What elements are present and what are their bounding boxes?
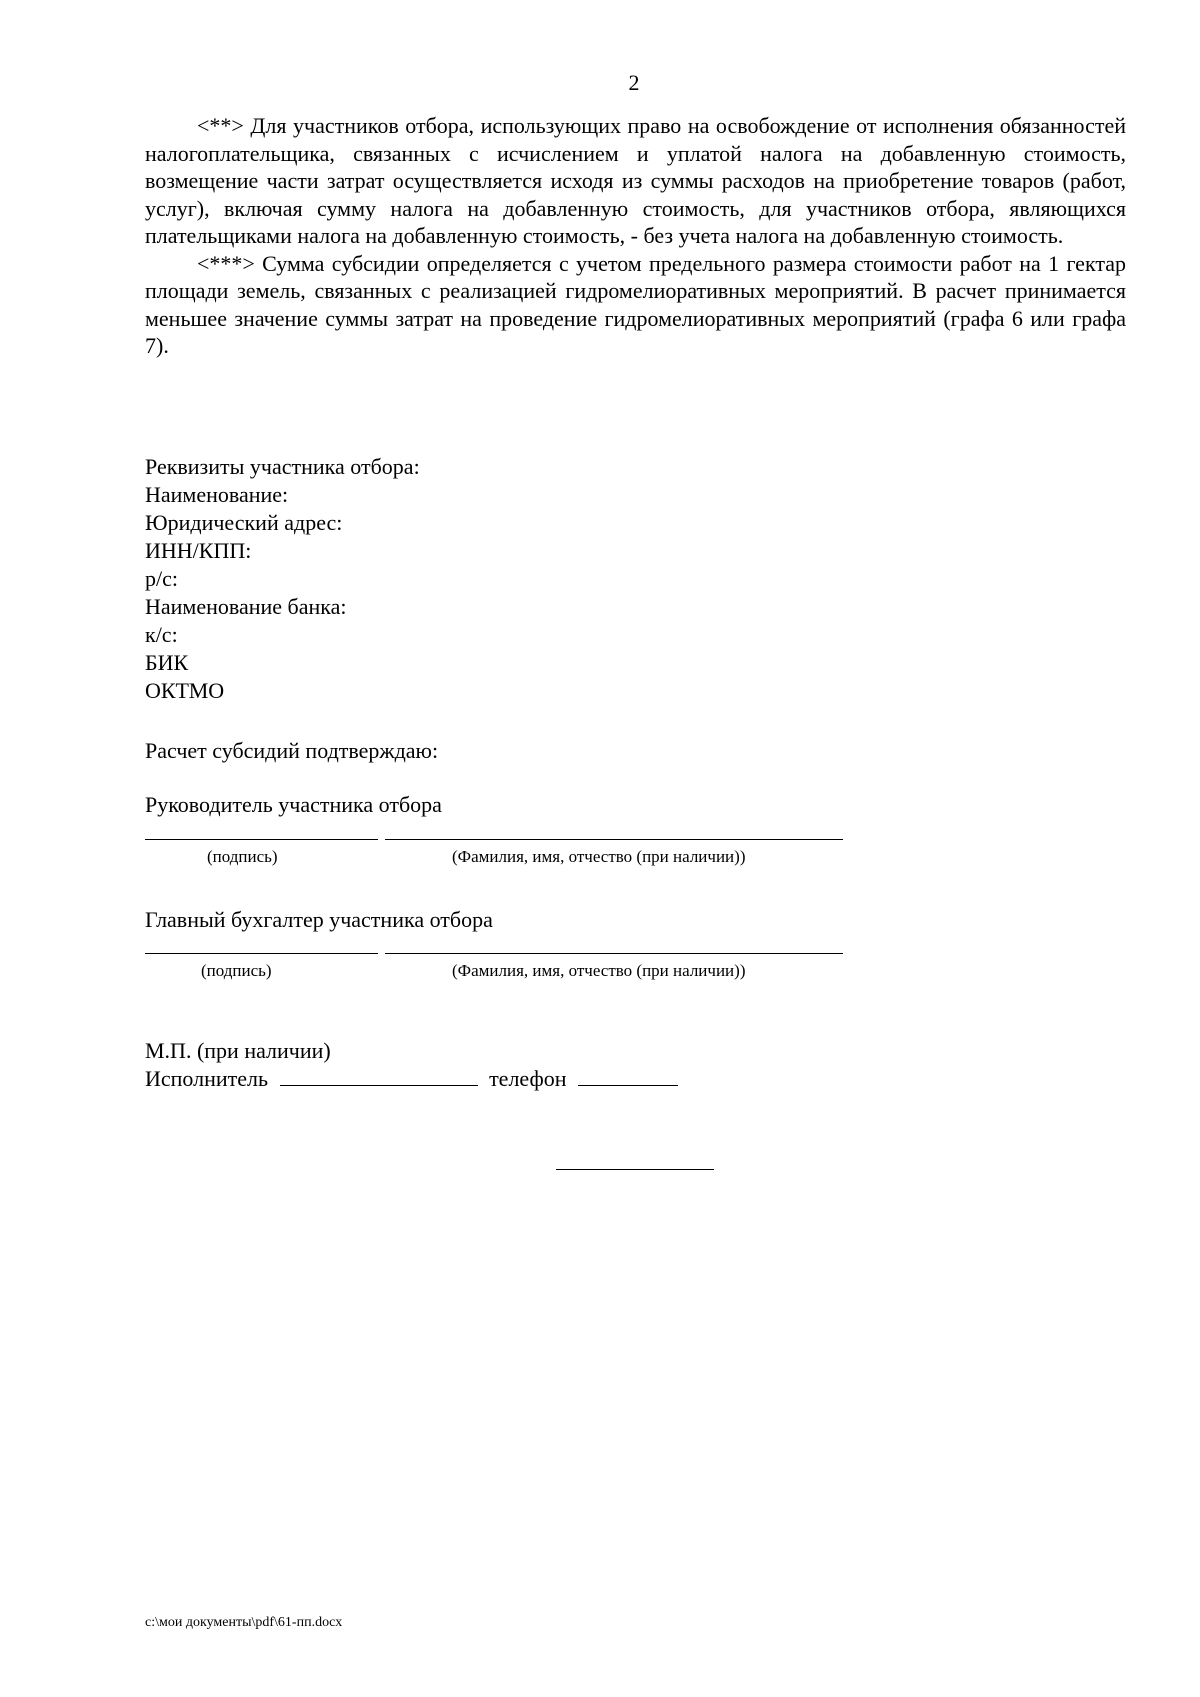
head-signature-line bbox=[145, 839, 378, 840]
calculation-confirmation: Расчет субсидий подтверждаю: bbox=[145, 738, 439, 763]
executor-label: Исполнитель bbox=[145, 1066, 269, 1091]
head-name-line bbox=[385, 839, 843, 840]
executor-blank bbox=[280, 1067, 478, 1086]
end-of-document-line bbox=[556, 1169, 714, 1170]
accountant-role-label: Главный бухгалтер участника отбора bbox=[145, 907, 493, 932]
accountant-signature-line bbox=[145, 953, 378, 954]
participant-requisites bbox=[145, 453, 420, 705]
head-role-label: Руководитель участника отбора bbox=[145, 792, 442, 817]
head-name-caption: (Фамилия, имя, отчество (при наличии)) bbox=[452, 847, 746, 866]
page-number: 2 bbox=[628, 70, 640, 95]
requisite-field-name: Наименование: bbox=[145, 482, 289, 507]
requisites-heading: Реквизиты участника отбора: bbox=[145, 454, 420, 479]
accountant-name-caption: (Фамилия, имя, отчество (при наличии)) bbox=[452, 961, 746, 980]
footnote-vat: <**> Для участников отбора, использующих право на освобождение от исполнения обязанностей налогоплательщика, связанных с исчислением и уплатой налога на добавленную стоимость, возмещение части затрат осуществляется исходя из суммы расходов на приобретение товаров (работ, услуг), включая сумму налога на добавленную стоимость, для участников отбора, являющихся плательщиками налога на добавленную стоимость, - без учета налога на добавленную стоимость. bbox=[145, 113, 1126, 248]
requisite-field-address: Юридический адрес: bbox=[145, 510, 343, 535]
accountant-signature-caption: (подпись) bbox=[201, 961, 272, 980]
requisite-field-bik: БИК bbox=[145, 650, 189, 675]
seal-label: М.П. (при наличии) bbox=[145, 1038, 331, 1063]
accountant-name-line bbox=[385, 953, 843, 954]
file-path-footer: c:\мои документы\pdf\61-пп.docx bbox=[145, 1615, 343, 1630]
head-signature-caption: (подпись) bbox=[207, 847, 278, 866]
requisite-field-corr-account: к/с: bbox=[145, 622, 178, 647]
executor-line bbox=[145, 1065, 678, 1093]
phone-label: телефон bbox=[489, 1066, 567, 1091]
footnotes bbox=[145, 112, 1126, 360]
phone-blank bbox=[578, 1067, 678, 1086]
stamp-and-executor bbox=[145, 1037, 678, 1093]
requisite-field-inn-kpp: ИНН/КПП: bbox=[145, 538, 252, 563]
requisite-field-bank-name: Наименование банка: bbox=[145, 594, 347, 619]
requisite-field-oktmo: ОКТМО bbox=[145, 678, 225, 703]
requisite-field-account: р/с: bbox=[145, 566, 178, 591]
footnote-subsidy-limit: <***> Сумма субсидии определяется с учетом предельного размера стоимости работ на 1 гектар площади земель, связанных с реализацией гидромелиоративных мероприятий. В расчет принимается меньшее значение суммы затрат на проведение гидромелиоративных мероприятий (графа 6 или графа 7). bbox=[145, 250, 1126, 358]
